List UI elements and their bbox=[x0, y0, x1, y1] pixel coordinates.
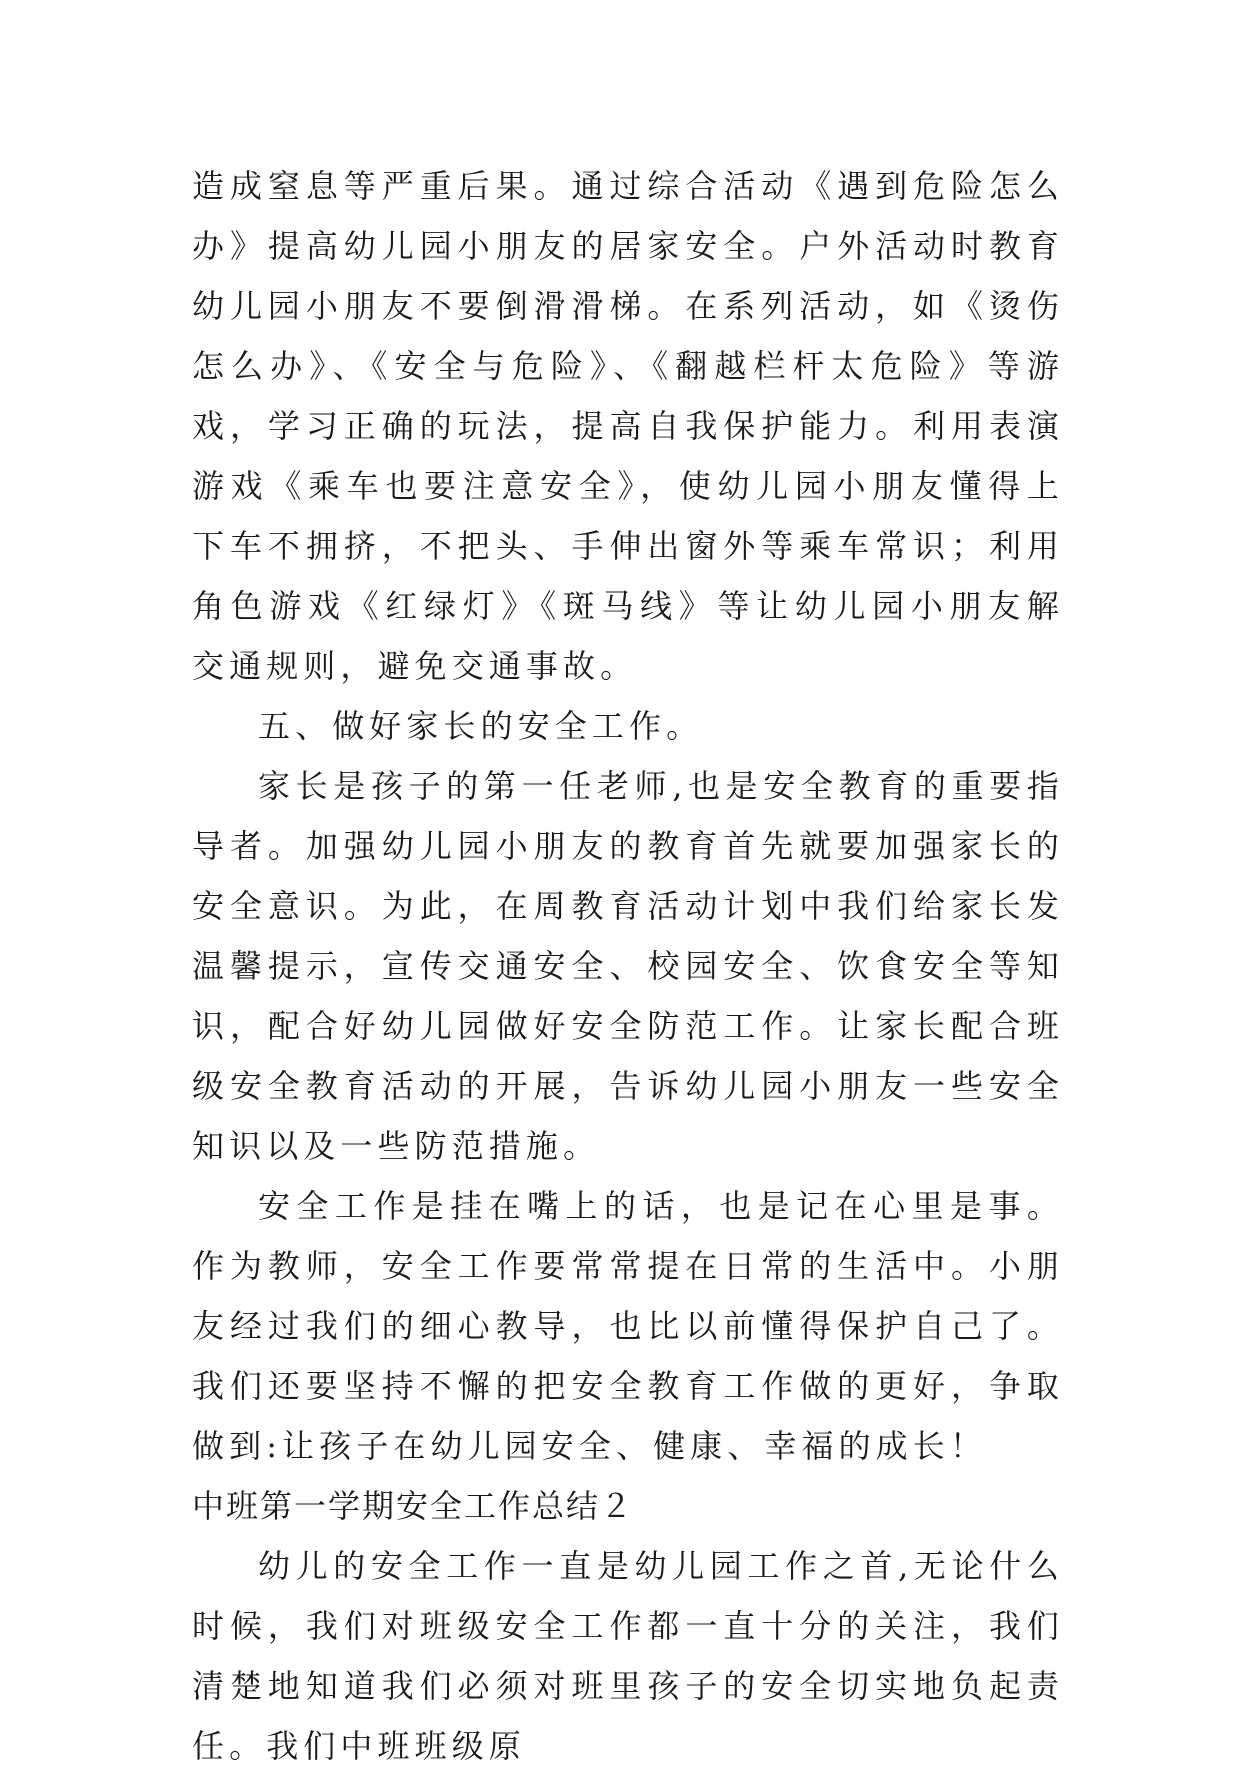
section-title: 中班第一学期安全工作总结２ bbox=[192, 1487, 635, 1525]
document-body bbox=[192, 156, 1064, 1776]
paragraph-parents-role: 家长是孩子的第一任老师,也是安全教育的重要指导者。加强幼儿园小朋友的教育首先就要加强家长的安全意识。为此，在周教育活动计划中我们给家长发温馨提示，宣传交通安全、校园安全、饮食安全等知识，配合好幼儿园做好安全防范工作。让家长配合班级安全教育活动的开展，告诉幼儿园小朋友一些安全知识以及一些防范措施。 bbox=[192, 767, 1064, 1165]
paragraph-section-two-intro: 幼儿的安全工作一直是幼儿园工作之首,无论什么时候，我们对班级安全工作都一直十分的关注，我们清楚地知道我们必须对班里孩子的安全切实地负起责任。我们中班班级原 bbox=[192, 1547, 1064, 1765]
paragraph-conclusion: 安全工作是挂在嘴上的话，也是记在心里是事。作为教师，安全工作要常常提在日常的生活中。小朋友经过我们的细心教导，也比以前懂得保护自己了。我们还要坚持不懈的把安全教育工作做的更好，争取做到:让孩子在幼儿园安全、健康、幸福的成长！ bbox=[192, 1187, 1064, 1465]
paragraph-section-five-heading: 五、做好家长的安全工作。 bbox=[258, 707, 704, 745]
paragraph-home-safety: 造成窒息等严重后果。通过综合活动《遇到危险怎么办》提高幼儿园小朋友的居家安全。户外活动时教育幼儿园小朋友不要倒滑滑梯。在系列活动，如《烫伤怎么办》、《安全与危险》、《翻越栏杆太危险》等游戏，学习正确的玩法，提高自我保护能力。利用表演游戏《乘车也要注意安全》，使幼儿园小朋友懂得上下车不拥挤，不把头、手伸出窗外等乘车常识；利用角色游戏《红绿灯》《斑马线》等让幼儿园小朋友解交通规则，避免交通事故。 bbox=[192, 167, 1064, 685]
